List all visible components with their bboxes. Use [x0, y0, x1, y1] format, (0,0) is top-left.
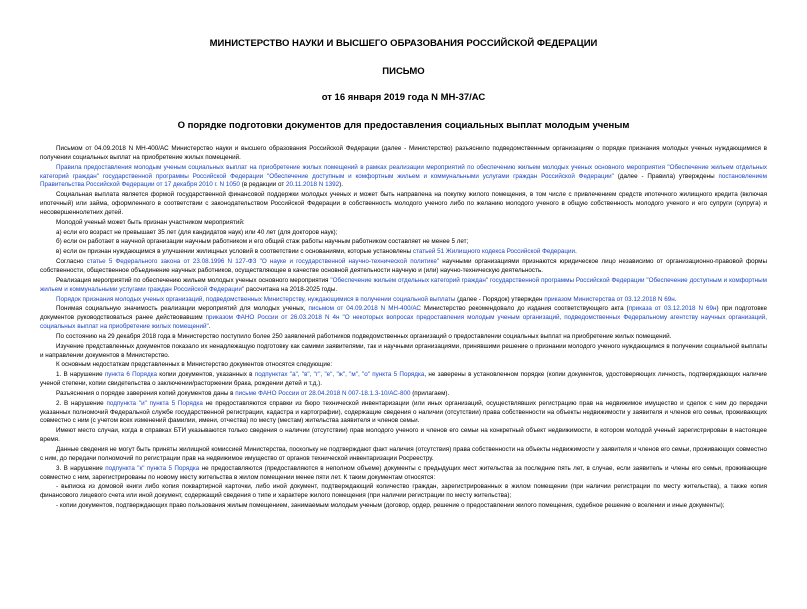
document-type: ПИСЬМО [382, 66, 425, 77]
paragraph-text: не предоставляются (предоставляются в неполном объеме) документы с предыдущих мест жительства за последние пять лет, в случае, если заявитель и члены его семьи, проживающие совместно с ним, зарегистрированы по новому месту жительства в жилом помещении менее пяти лет. К таким документам относятся: [40, 464, 767, 481]
paragraph-text: (в редакции от [239, 181, 286, 189]
document-reference-link[interactable]: приказа от 03.12.2018 N 69н [628, 305, 717, 313]
document-paragraph [40, 219, 767, 228]
document-reference-link[interactable]: "Обеспечение жильем отдельных категорий граждан" государственной программы Российской Федерации "Обеспечение доступным и комфортным жильем и коммунальными услугами граждан Российской Федерации" [40, 276, 767, 293]
document-paragraph [40, 305, 767, 332]
document-paragraph [40, 164, 767, 191]
document-reference-link[interactable]: приказом Министерства от 03.12.2018 N 69н [544, 295, 675, 303]
paragraph-text: - копии документов, подтверждающих право пользования жилым помещением, занимаемым молодым ученым (договор, ордер, решение о предоставлении жилого помещения, судебное решение о вселении и иные документы); [56, 502, 725, 510]
paragraph-text: 1. В нарушение [56, 371, 105, 379]
document-paragraph [40, 502, 767, 511]
document-reference-link[interactable]: подпункта "и" пункта 5 Порядка [106, 399, 203, 407]
document-paragraph [40, 248, 767, 257]
document-paragraph [40, 296, 767, 305]
document-paragraph [40, 277, 767, 295]
paragraph-text: Имеют место случаи, когда в справках БТИ указываются только сведения о наличии (отсутствии) прав молодого ученого и членов его семьи на конкретный объект недвижимости, в котором молодой ученый зарегистрирован в настоящее время. [40, 427, 767, 444]
paragraph-text: - выписка из домовой книги либо копия поквартирной карточки, либо иной документ, подтверждающий количество граждан, зарегистрированных в жилом помещении (при наличии регистрации по месту жительства), а также копия финансового лицевого счета или иной документ, содержащий сведения о типе и характере жилого помещения (при наличии регистрации по месту жительства); [40, 483, 767, 500]
paragraph-text: . [208, 323, 211, 331]
paragraph-text: копии документов, указанных в [157, 371, 255, 379]
document-page [0, 38, 807, 609]
document-reference-link[interactable]: статье 5 Федерального закона от 23.08.1996 N 127-ФЗ "О науке и государственной научно-технической политике" [86, 258, 440, 266]
paragraph-text: (прилагаем). [410, 389, 450, 397]
document-paragraph [40, 258, 767, 276]
document-reference-link[interactable]: приказом ФАНО России от 26.03.2018 N 4н "О некоторых вопросах предоставления молодым ученым организаций, подведомственных Федеральному агентству научных организаций, социальных выплат на приобретение жилых помещений" [40, 314, 767, 331]
document-reference-link[interactable]: письмом от 04.09.2018 N МН-400/АС [308, 305, 421, 313]
paragraph-text: Данные сведения не могут быть приняты жилищной комиссией Министерства, поскольку не подтверждают факт наличия (отсутствия) права собственности на объекты недвижимости у заявителя и членов его семьи, проживающих совместно с ним, до передачи полномочий по регистрации прав на недвижимое имущество от органов технической инвентаризации Росреестру. [40, 446, 767, 462]
paragraph-text: По состоянию на 29 декабря 2018 года в Министерство поступило более 250 заявлений работников подведомственных организаций о предоставлении социальных выплат на приобретение жилых помещений. [56, 332, 672, 340]
paragraph-text: (далее - Порядок) утвержден [455, 295, 545, 303]
paragraph-text: Социальная выплата является формой государственной финансовой поддержки молодых ученых и может быть направлена на покупку жилого помещения, в том числе с привлечением средств ипотечного жилищного кредита (включая ипотечный) или займа, оформленного в соответствии с законодательством Российской Федерации в собственность молодого ученого либо по желанию молодого ученого в общую собственность молодого ученого и его супруги (супруга) и несовершеннолетних детей. [40, 191, 767, 216]
document-reference-link[interactable]: Правила предоставления молодым ученым социальных выплат на приобретение жилых помещений в рамках реализации мероприятий по обеспечению жильем молодых ученых основного мероприятия "Обеспечение жильем отдельных категорий граждан" государственной программы Российской Федерации "Обеспечение доступным и комфортным жильем и коммунальными услугами граждан Российской Федерации" [40, 163, 767, 180]
paragraph-text: Понимая социальную значимость реализации мероприятий для молодых ученых, [56, 305, 309, 313]
document-reference-link[interactable]: письме ФАНО России от 28.04.2018 N 007-18.1.3-10/АС-800 [235, 389, 411, 397]
document-paragraph [40, 483, 767, 501]
paragraph-text: Согласно [56, 258, 87, 266]
document-title: О порядке подготовки документов для предоставления социальных выплат молодым ученым [177, 120, 630, 131]
paragraph-text: . [575, 248, 577, 256]
paragraph-text: Министерство рекомендовало до издания соответствующего акта ( [420, 305, 629, 313]
ministry-heading: МИНИСТЕРСТВО НАУКИ И ВЫСШЕГО ОБРАЗОВАНИЯ РОССИЙСКОЙ ФЕДЕРАЦИИ [209, 38, 598, 49]
document-paragraph [40, 145, 767, 163]
document-reference-link[interactable]: Порядок признания молодых ученых организаций, подведомственных Министерству, нуждающимися в получении социальной выплаты [56, 295, 456, 303]
document-reference-link[interactable]: статьей 51 Жилищного кодекса Российской Федерации [412, 248, 576, 256]
document-paragraph [40, 446, 767, 464]
document-paragraph [40, 371, 767, 389]
document-paragraph [40, 361, 767, 370]
document-date-number: от 16 января 2019 года N МН-37/АС [321, 92, 486, 103]
paragraph-text: в) если он признан нуждающимся в улучшении жилищных условий в соответствии с основаниями, которые установлены [56, 248, 413, 256]
document-paragraph [40, 390, 767, 399]
document-paragraph [40, 465, 767, 483]
paragraph-text: (далее - Правила) утверждены [613, 172, 719, 180]
document-paragraph [40, 427, 767, 445]
paragraph-text: б) если он работает в научной организации научным работником и его общий стаж работы научным работником составляет не менее 5 лет; [56, 238, 469, 246]
paragraph-text: К основным недостаткам представленных в Министерство документов относятся следующие: [56, 361, 333, 369]
paragraph-text: 2. В нарушение [56, 399, 107, 407]
paragraph-text: Письмом от 04.09.2018 N МН-400/АС Министерство науки и высшего образования Российской Федерации (далее - Министерство) разъяснило подведомственным организациям о порядке признания молодых ученых нуждающимися в получении социальных выплат на приобретение жилых помещений. [40, 145, 767, 161]
paragraph-text: Реализация мероприятий по обеспечению жильем молодых ученых основного мероприятия [56, 276, 331, 284]
document-body [40, 145, 767, 511]
paragraph-text: 3. В нарушение [56, 464, 106, 472]
document-reference-link[interactable]: подпунктах "а", "в", "г", "е", "ж", "м", "о" пункта 5 Порядка [254, 371, 425, 379]
paragraph-text: Молодой ученый может быть признан участником мероприятий: [56, 218, 245, 226]
paragraph-text: , не заверены в установленном порядке (копии документов, удостоверяющих личность, подтверждающих наличие ученой степени, копии свидетельства о заключении/расторжении брака, рождении детей и т.д.). [40, 371, 767, 388]
document-reference-link[interactable]: подпункта "к" пункта 5 Порядка [105, 464, 200, 472]
paragraph-text: рассчитана на 2018-2025 годы. [244, 285, 338, 293]
paragraph-text: научными организациями признаются юридическое лицо независимо от организационно-правовой формы собственности, общественное объединение научных работников, осуществляющее в качестве основной деятельности научную и (или) научно-техническую деятельность. [40, 258, 767, 274]
paragraph-text: . [674, 295, 677, 303]
paragraph-text: Изучение представленных документов показало их ненадлежащую подготовку как самими заявителями, так и научными организациями, принявшими решение о признании молодого ученого нуждающимся в получении социальной выплаты и направлении документов в Министерство. [40, 342, 767, 359]
document-paragraph [40, 343, 767, 361]
document-reference-link[interactable]: 20.11.2018 N 1392 [285, 181, 340, 189]
paragraph-text: не предоставляются справки из бюро технической инвентаризации (или иных организаций, осуществлявших регистрацию прав на недвижимое имущество и сделок с ним до передачи указанных полномочий Федеральной службе государственной регистрации, кадастра и картографии), содержащие сведения о наличии (отсутствии) права собственности на объекты недвижимости у заявителя и членов его семьи, проживающих совместно с ним (с учетом всех изменений фамилии, имени, отчества) по месту (местам) жительства заявителя и членов семьи. [40, 399, 767, 425]
paragraph-text: а) если его возраст не превышает 35 лет (для кандидатов наук) или 40 лет (для докторов наук); [56, 228, 338, 236]
document-paragraph [40, 238, 767, 247]
document-paragraph [40, 191, 767, 218]
document-reference-link[interactable]: пункта 6 Порядка [104, 371, 158, 379]
paragraph-text: ) при подготовке документов руководствоваться ранее действовавшим [40, 305, 767, 322]
paragraph-text: ). [339, 181, 343, 189]
document-paragraph [40, 229, 767, 238]
document-paragraph [40, 333, 767, 342]
document-reference-link[interactable]: постановлением Правительства Российской Федерации от 17 декабря 2010 г. N 1050 [40, 172, 767, 189]
paragraph-text: Разъяснения о порядке заверения копий документов даны в [56, 389, 236, 397]
document-paragraph [40, 400, 767, 427]
